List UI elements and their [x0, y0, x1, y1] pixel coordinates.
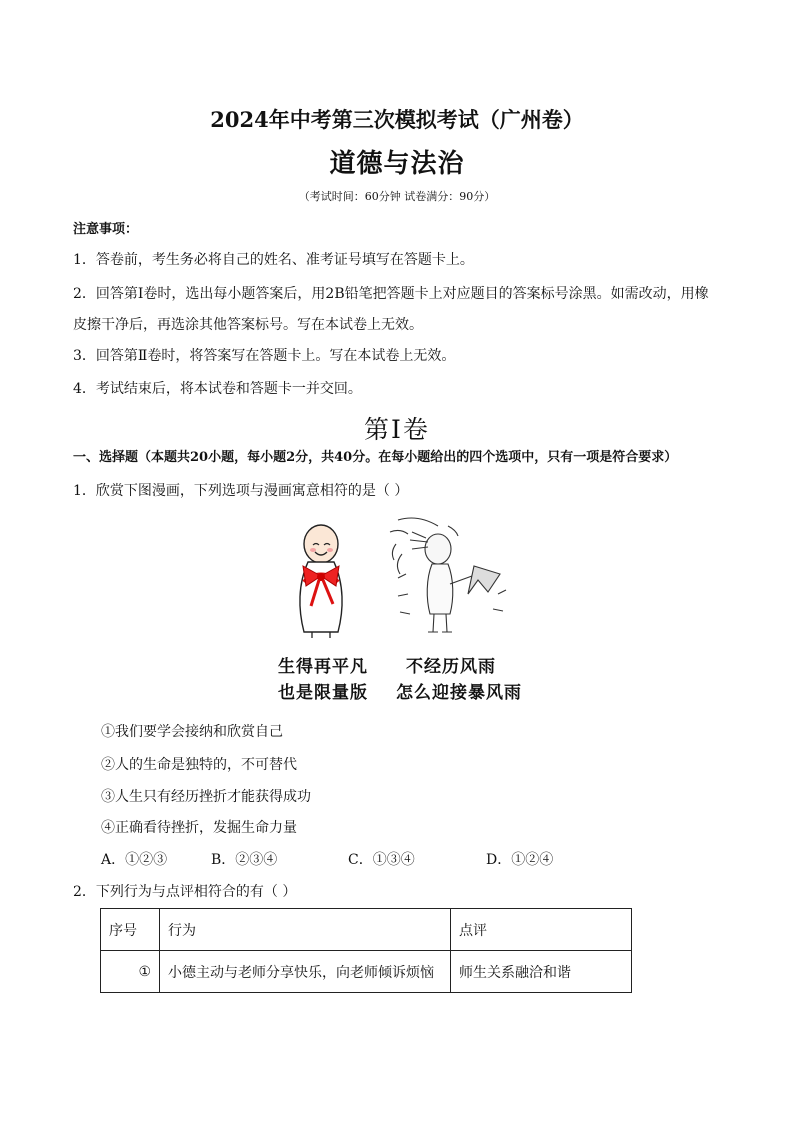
- q1-stem: 1．欣赏下图漫画，下列选项与漫画寓意相符的是（ ）: [73, 483, 409, 499]
- part1-heading: 一、选择题（本题共20小题，每小题2分，共40分。在每小题给出的四个选项中，只有一项是符合要求）: [73, 450, 678, 465]
- q1-option-a: A．①②③: [101, 852, 168, 868]
- exam-title: 2024年中考第三次模拟考试（广州卷）: [210, 107, 584, 132]
- comic-right-caption-1: 不经历风雨: [406, 657, 496, 677]
- q1-option-d: D．①②④: [486, 852, 554, 868]
- note-item-2: 2．回答第Ⅰ卷时，选出每小题答案后，用2B铅笔把答题卡上对应题目的答案标号涂黑。如需改动，用橡: [73, 286, 709, 302]
- exam-info: （考试时间：60分钟 试卷满分：90分）: [298, 190, 496, 203]
- table-cell: 师生关系融洽和谐: [451, 951, 632, 993]
- note-item-1: 1．答卷前，考生务必将自己的姓名、准考证号填写在答题卡上。: [73, 252, 474, 268]
- q1-option-c: C．①③④: [348, 852, 415, 868]
- note-item-4: 4．考试结束后，将本试卷和答题卡一并交回。: [73, 381, 362, 397]
- q1-option-b: B．②③④: [211, 852, 278, 868]
- comic-right-caption-2: 怎么迎接暴风雨: [396, 683, 522, 703]
- comic-drawing: [278, 514, 518, 644]
- table-header-cell: 行为: [160, 909, 451, 951]
- comic-left-caption-2: 也是限量版: [278, 683, 368, 703]
- comic-left-caption-1: 生得再平凡: [278, 657, 368, 677]
- section-title: 第Ⅰ卷: [364, 415, 430, 444]
- q2-stem: 2．下列行为与点评相符合的有（ ）: [73, 884, 297, 900]
- q1-statement-2: ②人的生命是独特的，不可替代: [101, 757, 297, 773]
- table-cell: ①: [101, 951, 160, 993]
- notes-heading: 注意事项：: [73, 222, 139, 237]
- bald-figure-illustration: [300, 525, 342, 638]
- q1-statement-1: ①我们要学会接纳和欣赏自己: [101, 724, 283, 740]
- note-item-2-cont: 皮擦干净后，再选涂其他答案标号。写在本试卷上无效。: [73, 317, 423, 333]
- q1-statement-4: ④正确看待挫折，发掘生命力量: [101, 820, 297, 836]
- table-cell: 小德主动与老师分享快乐，向老师倾诉烦恼: [160, 951, 451, 993]
- q2-table: [100, 908, 632, 993]
- note-item-3: 3．回答第Ⅱ卷时，将答案写在答题卡上。写在本试卷上无效。: [73, 348, 456, 364]
- table-header-row: [101, 909, 632, 951]
- storm-figure-illustration: [390, 518, 506, 632]
- table-row: [101, 951, 632, 993]
- table-header-cell: 点评: [451, 909, 632, 951]
- q1-comic: [278, 514, 522, 709]
- subject-title: 道德与法治: [329, 149, 465, 179]
- table-header-cell: 序号: [101, 909, 160, 951]
- q1-statement-3: ③人生只有经历挫折才能获得成功: [101, 789, 311, 805]
